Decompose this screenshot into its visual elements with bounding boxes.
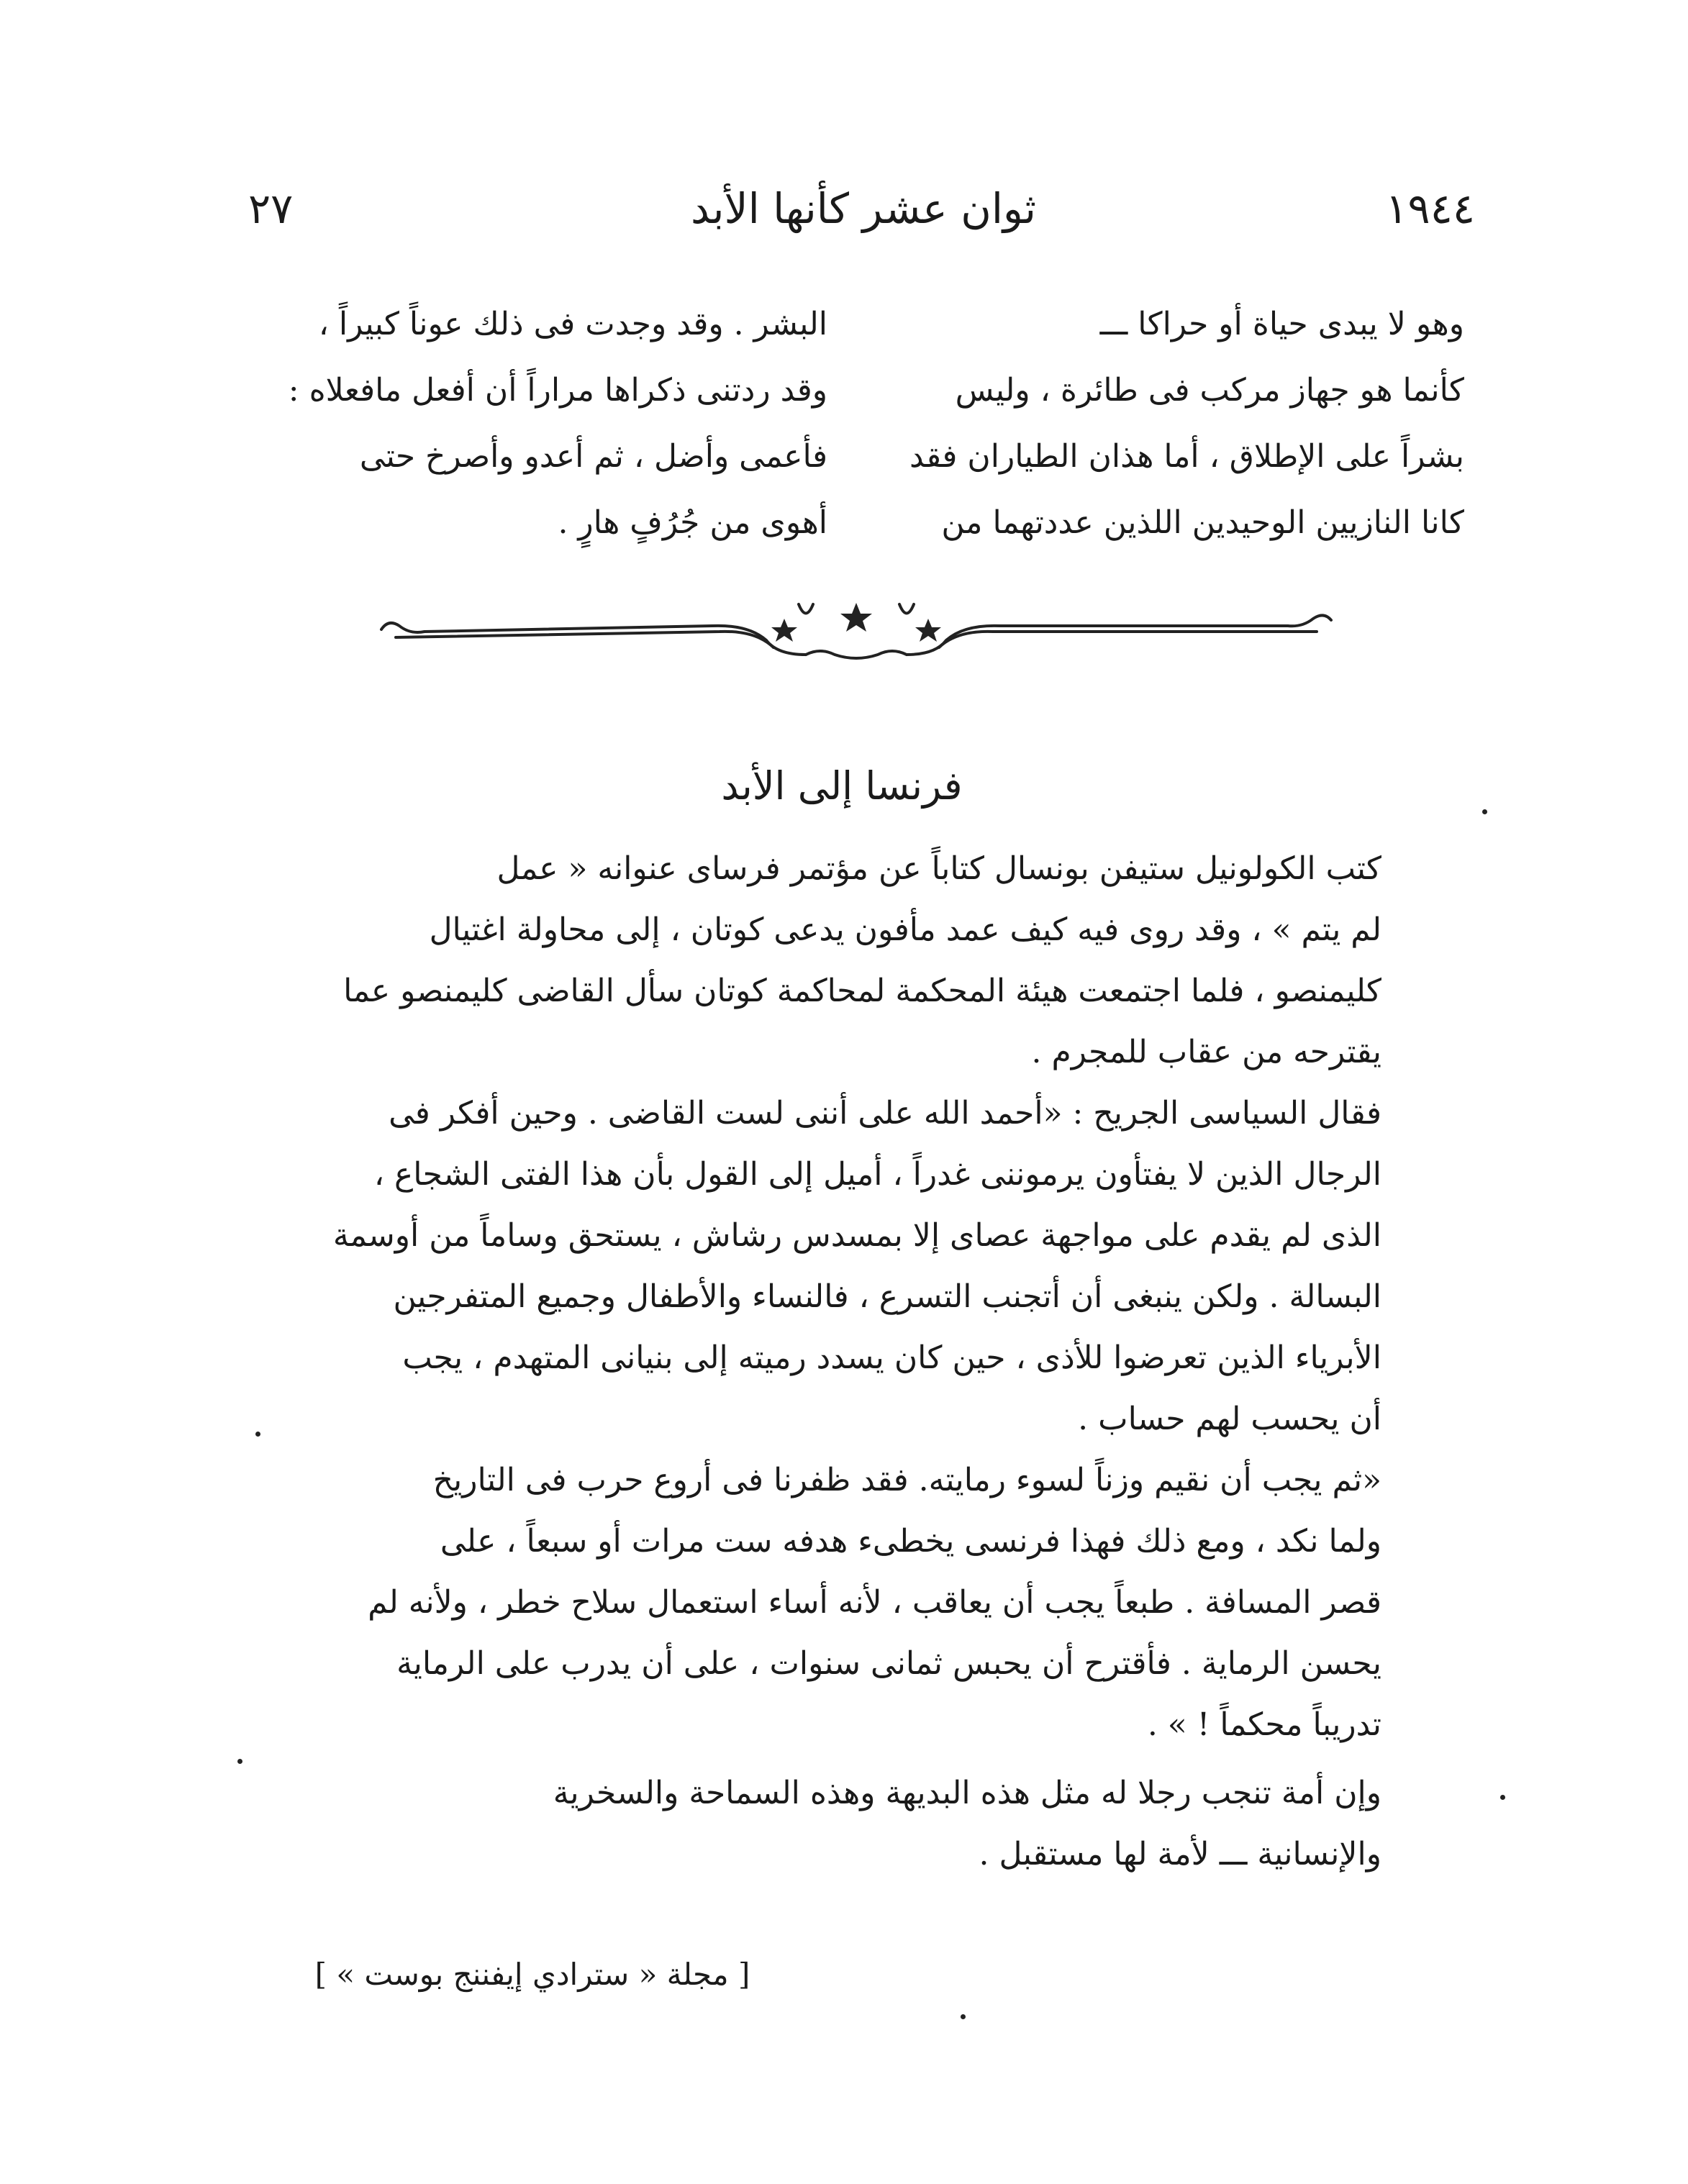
- running-title: ثوان عشر كأنها الأبد: [690, 184, 1037, 233]
- text-line: فأعمى وأضل ، ثم أعدو وأصرخ حتى: [359, 438, 827, 475]
- text-line: لم يتم » ، وقد روى فيه كيف عمد مأفون يدعى كوتان ، إلى محاولة اغتيال: [429, 911, 1381, 948]
- text-line: ولما نكد ، ومع ذلك فهذا فرنسى يخطىء هدفه ست مرات أو سبعاً ، على: [440, 1523, 1381, 1560]
- text-line: تدريباً محكماً ! » .: [1147, 1706, 1381, 1743]
- text-line: وقد ردتنى ذكراها مراراً أن أفعل مافعلاه :: [288, 372, 827, 409]
- text-line: البشر . وقد وجدت فى ذلك عوناً كبيراً ،: [318, 306, 827, 342]
- previous-article-right-column: [867, 291, 1464, 556]
- text-line: «ثم يجب أن نقيم وزناً لسوء رمايته. فقد ظفرنا فى أروع حرب فى التاريخ: [432, 1462, 1381, 1498]
- text-line: الذى لم يقدم على مواجهة عصاى إلا بمسدس رشاش ، يستحق وساماً من أوسمة: [332, 1217, 1381, 1254]
- article-title: فرنسا إلى الأبد: [721, 763, 963, 809]
- text-line: كليمنصو ، فلما اجتمعت هيئة المحكمة لمحاكمة كوتان سأل القاضى كليمنصو عما: [343, 973, 1381, 1009]
- page-number: ٢٧: [248, 184, 294, 233]
- text-line: أن يحسب لهم حساب .: [1078, 1401, 1381, 1437]
- text-line: يحسن الرماية . فأقترح أن يحبس ثمانى سنوات ، على أن يدرب على الرماية: [396, 1645, 1381, 1682]
- scan-speck: [1482, 809, 1487, 814]
- text-line: الرجال الذين لا يفتأون يرموننى غدراً ، أميل إلى القول بأن هذا الفتى الشجاع ،: [373, 1156, 1381, 1193]
- text-line: قصر المسافة . طبعاً يجب أن يعاقب ، لأنه أساء استعمال سلاح خطر ، ولأنه لم: [368, 1584, 1381, 1621]
- text-line: والإنسانية ـــ لأمة لها مستقبل .: [979, 1836, 1381, 1873]
- scan-speck: [255, 1432, 260, 1437]
- text-line: وإن أمة تنجب رجلا له مثل هذه البديهة وهذه السماحة والسخرية: [553, 1775, 1381, 1811]
- article-source: [ مجلة « سترادي إيفننج بوست » ]: [314, 1957, 750, 1992]
- text-line: كأنما هو جهاز مركب فى طائرة ، وليس: [955, 372, 1464, 409]
- text-line: الأبرياء الذين تعرضوا للأذى ، حين كان يسدد رميته إلى بنيانى المتهدم ، يجب: [402, 1339, 1381, 1376]
- stars-flourish-divider-icon: [374, 590, 1338, 669]
- previous-article-left-column: [237, 291, 827, 556]
- header-year: ١٩٤٤: [1385, 184, 1475, 233]
- scan-speck: [961, 2014, 966, 2019]
- text-line: كتب الكولونيل ستيفن بونسال كتاباً عن مؤتمر فرساى عنوانه « عمل: [496, 850, 1381, 887]
- scan-speck: [1500, 1795, 1505, 1800]
- text-line: أهوى من جُرُفٍ هارٍ .: [558, 504, 827, 541]
- text-line: كانا النازيين الوحيدين اللذين عددتهما من: [941, 504, 1464, 541]
- text-line: فقال السياسى الجريح : «أحمد الله على أننى لست القاضى . وحين أفكر فى: [389, 1095, 1381, 1132]
- text-line: البسالة . ولكن ينبغى أن أتجنب التسرع ، فالنساء والأطفال وجميع المتفرجين: [393, 1278, 1381, 1315]
- text-line: وهو لا يبدى حياة أو حراكا ـــ: [1099, 306, 1464, 342]
- text-line: بشراً على الإطلاق ، أما هذان الطياران فقد: [909, 438, 1464, 475]
- scan-speck: [237, 1759, 242, 1764]
- text-line: يقترحه من عقاب للمجرم .: [1031, 1034, 1381, 1070]
